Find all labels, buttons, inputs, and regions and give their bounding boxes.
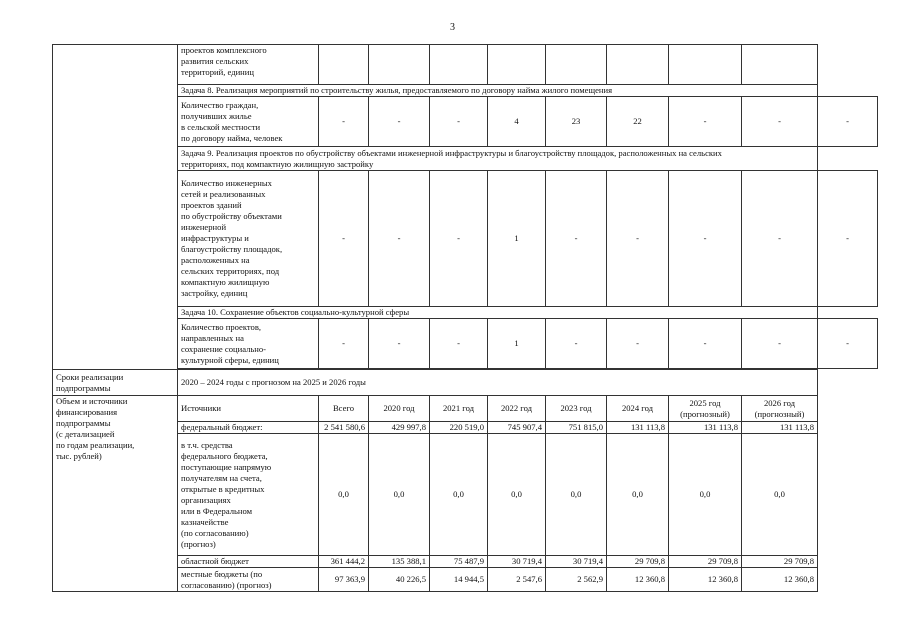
value-cell: - [319, 319, 369, 369]
value-cell: 745 907,4 [488, 422, 546, 434]
value-cell: 0,0 [319, 434, 369, 556]
value-cell: - [369, 319, 430, 369]
value-cell: 97 363,9 [319, 568, 369, 592]
column-header: 2021 год [430, 396, 488, 422]
value-cell: - [818, 97, 878, 147]
value-cell: 429 997,8 [369, 422, 430, 434]
value-cell: - [430, 97, 488, 147]
source-label: областной бюджет [178, 556, 319, 568]
value-cell: 131 113,8 [607, 422, 669, 434]
column-header: Источники [178, 396, 319, 422]
value-cell: 0,0 [488, 434, 546, 556]
value-cell: 131 113,8 [742, 422, 818, 434]
column-header: 2020 год [369, 396, 430, 422]
value-cell: 0,0 [546, 434, 607, 556]
value-cell: - [818, 171, 878, 307]
value-cell: 361 444,2 [319, 556, 369, 568]
value-cell: 2 562,9 [546, 568, 607, 592]
value-cell: 0,0 [742, 434, 818, 556]
column-header: 2022 год [488, 396, 546, 422]
terms-label: Сроки реализации подпрограммы [53, 370, 178, 396]
value-cell: 0,0 [430, 434, 488, 556]
value-cell: 12 360,8 [742, 568, 818, 592]
value-cell: 0,0 [669, 434, 742, 556]
value-cell: 1 [488, 319, 546, 369]
value-cell: - [742, 171, 818, 307]
indicator-label: Количество инженерных сетей и реализованных проектов зданий по обустройству объектами инженерной инфраструктуры и благоустройству площадок, расположенных на сельских территориях, под компактную жилищную застройку, единиц [178, 171, 319, 307]
value-cell: 135 388,1 [369, 556, 430, 568]
value-cell: 751 815,0 [546, 422, 607, 434]
indicator-label: Количество граждан, получивших жилье в сельской местности по договору найма, человек [178, 97, 319, 147]
value-cell: 29 709,8 [669, 556, 742, 568]
source-label: местные бюджеты (по согласованию) (прогноз) [178, 568, 319, 592]
value-cell: - [669, 97, 742, 147]
task-heading: Задача 10. Сохранение объектов социально-культурной сферы [178, 307, 818, 319]
value-cell: 30 719,4 [488, 556, 546, 568]
value-cell: 220 519,0 [430, 422, 488, 434]
column-header: 2023 год [546, 396, 607, 422]
finance-label: Объем и источники финансирования подпрограммы (с детализацией по годам реализации, тыс. рублей) [53, 396, 178, 592]
value-cell: 29 709,8 [607, 556, 669, 568]
value-cell: - [319, 97, 369, 147]
value-cell: - [742, 319, 818, 369]
value-cell: 0,0 [607, 434, 669, 556]
source-label: в т.ч. средства федерального бюджета, поступающие напрямую получателям на счета, открытые в кредитных организациях или в Федеральном казначействе (по согласованию) (прогноз) [178, 434, 319, 556]
value-cell: - [607, 319, 669, 369]
table-row [53, 45, 878, 85]
subprogram-passport-table [52, 44, 878, 592]
terms-row [53, 370, 878, 396]
value-cell: 40 226,5 [369, 568, 430, 592]
value-cell: - [818, 319, 878, 369]
empty-cell [53, 45, 178, 370]
value-cell: 4 [488, 97, 546, 147]
column-header: Всего [319, 396, 369, 422]
value-cell: - [742, 97, 818, 147]
task-heading: Задача 9. Реализация проектов по обустройству объектами инженерной инфраструктуры и благоустройству площадок, расположенных на сельских территориях, под компактную жилищную застройку [178, 147, 818, 171]
value-cell: - [607, 171, 669, 307]
value-cell: 23 [546, 97, 607, 147]
value-cell: - [369, 171, 430, 307]
task-heading: Задача 8. Реализация мероприятий по строительству жилья, предоставляемого по договору найма жилого помещения [178, 85, 818, 97]
column-header: 2024 год [607, 396, 669, 422]
value-cell: - [369, 97, 430, 147]
value-cell: - [430, 319, 488, 369]
value-cell: 75 487,9 [430, 556, 488, 568]
indicator-label: проектов комплексного развития сельских территорий, единиц [178, 45, 319, 85]
value-cell: - [546, 319, 607, 369]
indicator-label: Количество проектов, направленных на сохранение социально- культурной сферы, единиц [178, 319, 319, 369]
value-cell: 30 719,4 [546, 556, 607, 568]
terms-value: 2020 – 2024 годы с прогнозом на 2025 и 2026 годы [178, 370, 818, 396]
column-header: 2026 год (прогнозный) [742, 396, 818, 422]
value-cell: 14 944,5 [430, 568, 488, 592]
value-cell: - [430, 171, 488, 307]
value-cell: - [546, 171, 607, 307]
page-number: 3 [450, 22, 455, 33]
value-cell: - [669, 319, 742, 369]
value-cell: 0,0 [369, 434, 430, 556]
value-cell: 12 360,8 [607, 568, 669, 592]
value-cell: 29 709,8 [742, 556, 818, 568]
value-cell: 2 541 580,6 [319, 422, 369, 434]
source-label: федеральный бюджет: [178, 422, 319, 434]
finance-header-row [53, 396, 878, 422]
value-cell: 12 360,8 [669, 568, 742, 592]
value-cell: - [669, 171, 742, 307]
value-cell: - [319, 171, 369, 307]
value-cell: 131 113,8 [669, 422, 742, 434]
value-cell: 2 547,6 [488, 568, 546, 592]
value-cell: 1 [488, 171, 546, 307]
column-header: 2025 год (прогнозный) [669, 396, 742, 422]
value-cell: 22 [607, 97, 669, 147]
